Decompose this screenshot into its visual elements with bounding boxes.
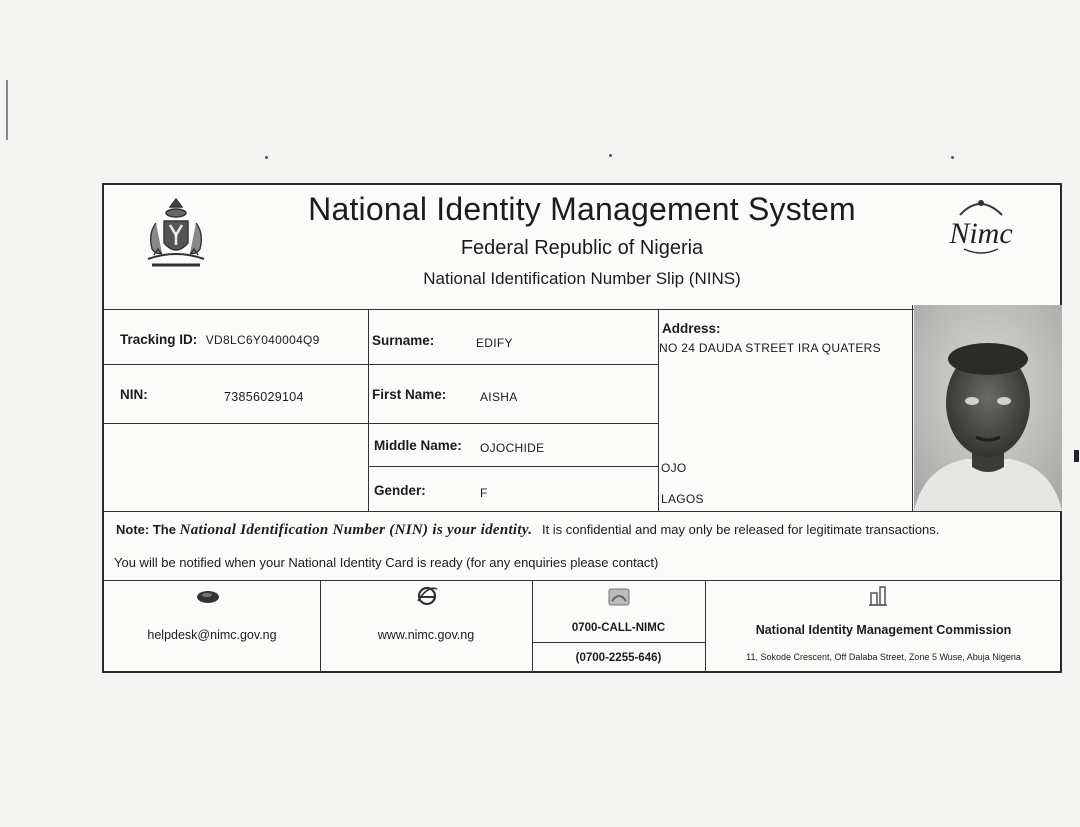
divider	[368, 466, 658, 467]
email-icon	[196, 589, 220, 605]
nin-value: 73856029104	[224, 390, 304, 404]
note-emphasis: National Identification Number (NIN) is your identity.	[179, 522, 533, 538]
phone-icon	[608, 587, 630, 607]
gender-label: Gender:	[374, 483, 426, 498]
slip-title: National Identification Number Slip (NINS)	[423, 269, 741, 288]
address-state: LAGOS	[661, 492, 704, 506]
org-name: National Identity Management Commission	[755, 623, 1012, 637]
country-subtitle: Federal Republic of Nigeria	[460, 237, 704, 259]
tracking-id-label: Tracking ID:	[120, 332, 198, 347]
holder-photo	[914, 305, 1062, 511]
tracking-id-value: VD8LC6Y040004Q9	[205, 333, 320, 347]
address-lga: OJO	[661, 461, 687, 475]
divider	[320, 580, 321, 673]
divider	[104, 511, 1062, 512]
divider	[912, 305, 913, 511]
website-link[interactable]: www.nimc.gov.ng	[377, 628, 475, 642]
nimc-logo-icon	[936, 189, 1026, 259]
divider	[658, 309, 659, 511]
nin-slip	[102, 183, 1062, 673]
web-icon	[416, 585, 438, 607]
note-suffix: It is confidential and may only be released for legitimate transactions.	[541, 522, 940, 537]
helpdesk-email[interactable]: helpdesk@nimc.gov.ng	[147, 628, 277, 642]
surname-value: EDIFY	[476, 336, 513, 350]
address-label: Address:	[662, 321, 721, 336]
scan-speck	[951, 156, 954, 159]
first-name-value: AISHA	[480, 390, 518, 404]
note-contact-line: You will be notified when your National Identity Card is ready (for any enquiries please contact)	[114, 555, 659, 570]
nin-note	[116, 522, 939, 539]
middle-name-label: Middle Name:	[374, 438, 462, 453]
scan-speck	[609, 154, 612, 157]
building-icon	[868, 585, 888, 607]
slip-header	[104, 185, 1060, 310]
tracking-id-row	[120, 331, 320, 349]
note-prefix: Note: The	[116, 522, 176, 537]
gender-value: F	[480, 486, 488, 500]
scan-edge-mark	[1074, 450, 1079, 462]
phone-number[interactable]: 0700-CALL-NIMC	[571, 622, 666, 634]
scan-speck	[265, 156, 268, 159]
nimc-logo-text: Nimc	[949, 217, 1013, 250]
divider	[104, 580, 1062, 581]
divider	[368, 309, 369, 511]
first-name-label: First Name:	[372, 387, 447, 402]
address-line: NO 24 DAUDA STREET IRA QUATERS	[659, 341, 881, 355]
divider	[532, 642, 705, 643]
nin-label: NIN:	[120, 387, 148, 402]
system-title: National Identity Management System	[308, 191, 856, 227]
surname-label: Surname:	[372, 333, 435, 348]
divider	[104, 364, 658, 365]
divider	[104, 423, 658, 424]
scan-edge-mark	[6, 80, 8, 140]
phone-digits: (0700-2255-646)	[575, 652, 662, 664]
middle-name-value: OJOCHIDE	[480, 441, 545, 455]
org-address: 11, Sokode Crescent, Off Dalaba Street, Zone 5 Wuse, Abuja Nigeria	[746, 652, 1021, 662]
